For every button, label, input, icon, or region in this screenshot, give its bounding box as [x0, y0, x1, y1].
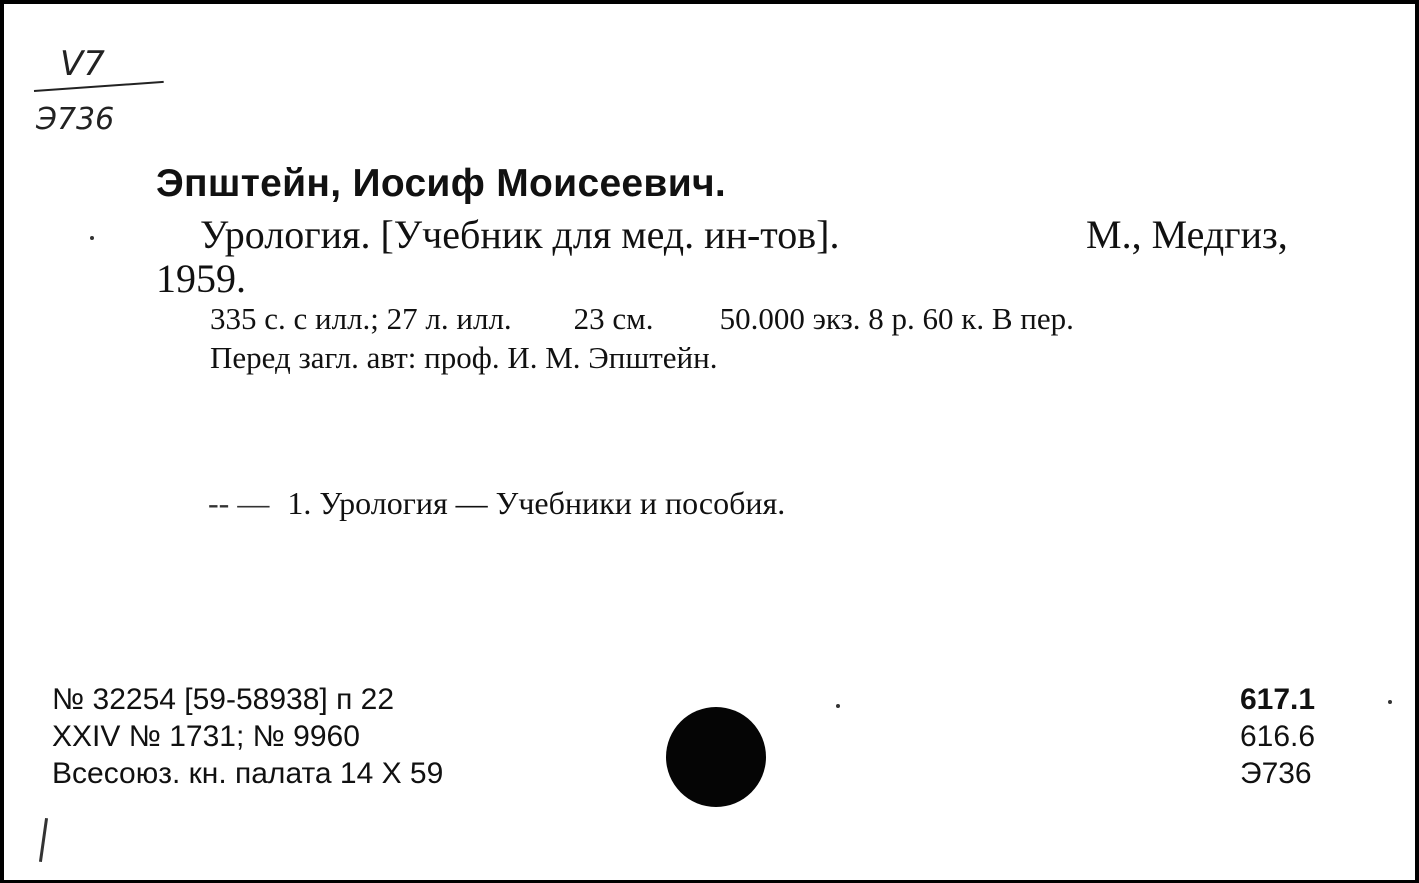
pages-illustrations: 335 с. с илл.; 27 л. илл.: [210, 301, 512, 336]
subject-text: 1. Урология — Учебники и пособия.: [287, 485, 786, 521]
size: 23 см.: [573, 301, 654, 336]
ink-speck: [90, 236, 94, 240]
record-line: XXIV № 1731; № 9960: [52, 720, 360, 753]
classification-line: Э736: [1240, 757, 1312, 790]
punch-hole: [666, 707, 766, 807]
classification-line: 616.6: [1240, 720, 1316, 753]
call-number-top: V7: [60, 44, 105, 84]
ink-speck: [836, 704, 840, 708]
title-statement: Урология. [Учебник для мед. ин-тов].: [200, 212, 840, 257]
classification-line: 617.1: [1240, 683, 1316, 716]
author-heading: Эпштейн, Иосиф Моисеевич.: [156, 162, 727, 205]
subject-dash: -- —: [208, 485, 270, 521]
imprint-place-publisher: М., Медгиз,: [1086, 212, 1288, 257]
physical-description: [210, 301, 1074, 337]
imprint-year: 1959.: [156, 256, 246, 301]
subject-heading: [208, 485, 785, 522]
pencil-mark: [39, 818, 48, 862]
catalog-card: [4, 4, 1415, 880]
copies-price: 50.000 экз. 8 р. 60 к. В пер.: [719, 301, 1074, 336]
record-line: Всесоюз. кн. палата 14 X 59: [52, 757, 444, 790]
call-number-bottom: Э736: [36, 102, 115, 137]
record-line: № 32254 [59-58938] п 22: [52, 683, 395, 716]
author-note: Перед загл. авт: проф. И. М. Эпштейн.: [210, 340, 718, 375]
ink-speck: [1388, 700, 1392, 704]
